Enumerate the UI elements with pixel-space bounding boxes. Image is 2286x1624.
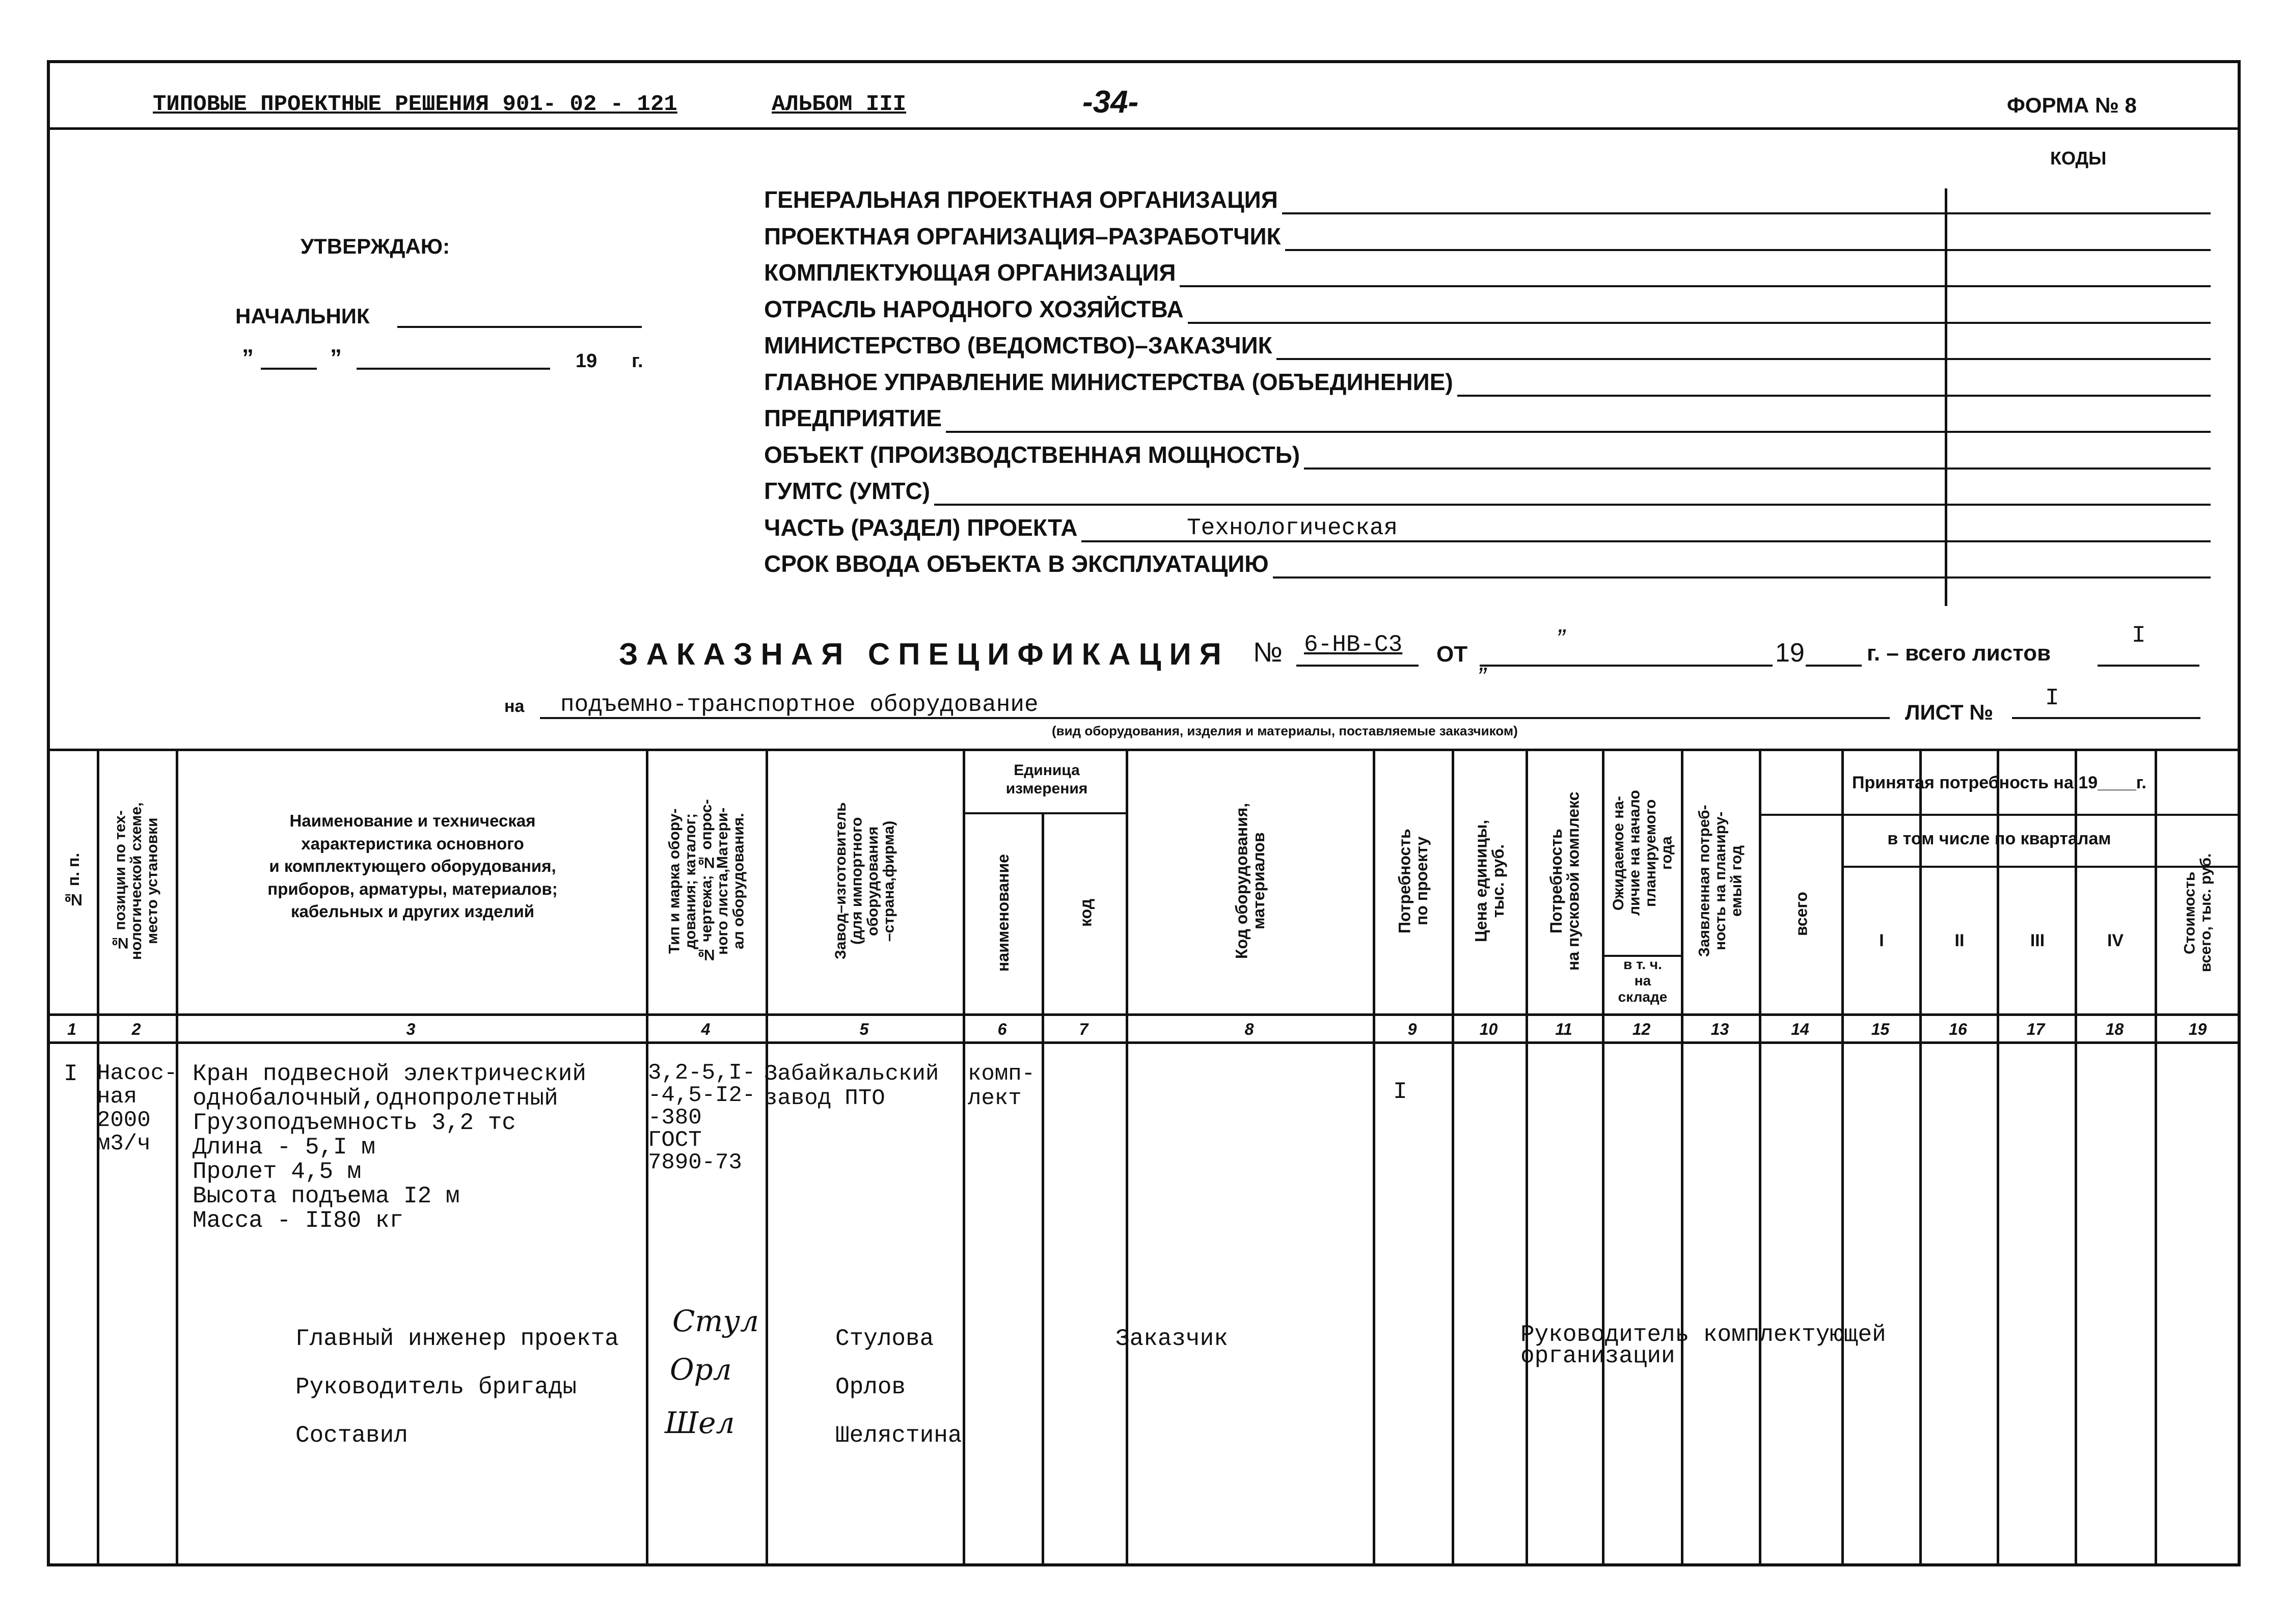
- quarters-header: в том числе по кварталам: [1887, 829, 2111, 848]
- column-divider: [2075, 749, 2077, 1566]
- col-16-header: II: [1954, 931, 1965, 950]
- field-line: [1285, 249, 2211, 251]
- field-line: [1304, 467, 2211, 470]
- row-position: Насос- ная 2000 м3/ч: [97, 1061, 178, 1157]
- spec-total-label: г. – всего листов: [1867, 641, 2051, 666]
- field-label: ГЛАВНОЕ УПРАВЛЕНИЕ МИНИСТЕРСТВА (ОБЪЕДИНЕНИЕ): [764, 368, 1453, 395]
- col-14-header: всего: [1792, 892, 1811, 937]
- column-number: 15: [1871, 1020, 1890, 1038]
- column-number: 18: [2105, 1020, 2124, 1038]
- spec-date-quote-1: ”: [1556, 624, 1565, 654]
- field-line: [1273, 576, 2211, 579]
- column-number: 9: [1407, 1020, 1417, 1038]
- row-need: I: [1393, 1079, 1407, 1105]
- col-12-subheader: в т. ч. на складе: [1618, 956, 1668, 1005]
- spec-number: 6-НВ-С3: [1304, 631, 1403, 658]
- field-label: МИНИСТЕРСТВО (ВЕДОМСТВО)–ЗАКАЗЧИК: [764, 332, 1272, 359]
- column-number: 16: [1949, 1020, 1967, 1038]
- column-number: 10: [1479, 1020, 1498, 1038]
- date-quote-open: ”: [242, 344, 254, 371]
- field-label: ГЕНЕРАЛЬНАЯ ПРОЕКТНАЯ ОРГАНИЗАЦИЯ: [764, 186, 1278, 213]
- spec-number-label: №: [1253, 637, 1283, 668]
- album-label: АЛЬБОМ III: [772, 92, 907, 117]
- sheet-number-line: [2012, 717, 2200, 719]
- brigade-signature: Орл: [670, 1352, 732, 1387]
- compiled-signature: Шел: [665, 1406, 735, 1440]
- row-number: I: [64, 1061, 78, 1087]
- supplier-label: Руководитель комплектующей организации: [1520, 1322, 1886, 1369]
- album-series-title: ТИПОВЫЕ ПРОЕКТНЫЕ РЕШЕНИЯ 901- 02 - 121: [153, 92, 677, 117]
- column-number: 17: [2026, 1020, 2045, 1038]
- field-label: КОМПЛЕКТУЮЩАЯ ОРГАНИЗАЦИЯ: [764, 259, 1176, 286]
- column-divider: [1919, 749, 1922, 1566]
- col-3-header: Наименование и техническая характеристика основного и комплектующего оборудования, приборов, арматуры, материалов; кабельных и других изделий: [267, 811, 558, 921]
- col-6-header: наименование: [994, 854, 1013, 972]
- row-name: Кран подвесной электрический однобалочный,однопролетный Грузоподъемность 3,2 тс Длина - 5,I м Пролет 4,5 м Высота подъема I2 м Масса - II80 кг: [193, 1061, 586, 1234]
- column-number: 8: [1244, 1020, 1254, 1038]
- spec-title: ЗАКАЗНАЯ СПЕЦИФИКАЦИЯ: [619, 637, 1230, 671]
- column-number: 19: [2188, 1020, 2207, 1038]
- column-divider: [1759, 749, 1761, 1566]
- spec-date-line: [1480, 665, 1773, 667]
- page-number: -34-: [1082, 85, 1139, 120]
- column-number: 4: [701, 1020, 711, 1038]
- col-15-header: I: [1879, 931, 1884, 950]
- equipment-type: подъемно-транспортное оборудование: [560, 692, 1039, 718]
- column-divider: [1841, 749, 1844, 1566]
- unit-header: Единица измерения: [1005, 762, 1088, 797]
- approve-year-suffix: г.: [632, 350, 643, 372]
- field-line: [1457, 395, 2211, 397]
- spec-number-line: [1296, 665, 1419, 667]
- column-number: 13: [1710, 1020, 1729, 1038]
- column-number: 14: [1791, 1020, 1809, 1038]
- chief-engineer-name: Стулова: [835, 1326, 934, 1352]
- date-quote-close: ”: [330, 344, 342, 371]
- column-number: 11: [1555, 1020, 1572, 1038]
- field-line: [1180, 285, 2211, 287]
- row-maker: Забайкальский завод ПТО: [764, 1061, 939, 1111]
- field-label: ОТРАСЛЬ НАРОДНОГО ХОЗЯЙСТВА: [764, 295, 1184, 322]
- date-month-line: [357, 368, 550, 370]
- for-label: на: [504, 697, 525, 716]
- spec-total-sheets: I: [2132, 622, 2146, 649]
- spec-date-quote-2: ”: [1477, 663, 1486, 692]
- codes-label: КОДЫ: [2050, 148, 2107, 169]
- field-label: ОБЪЕКТ (ПРОИЗВОДСТВЕННАЯ МОЩНОСТЬ): [764, 441, 1300, 468]
- field-label: ПРЕДПРИЯТИЕ: [764, 405, 942, 431]
- col-2-header: № позиции по тех- нологической схеме, место установки: [112, 802, 161, 960]
- field-value: Технологическая: [1187, 514, 1398, 541]
- chief-engineer-role: Главный инженер проекта: [295, 1326, 619, 1352]
- column-number: 5: [859, 1020, 869, 1038]
- sheet-label: ЛИСТ №: [1905, 700, 1994, 724]
- brigade-role: Руководитель бригады: [295, 1374, 577, 1400]
- column-number: 7: [1079, 1020, 1088, 1038]
- field-line: [1282, 212, 2211, 214]
- col-11-header: Потребность на пусковой комплекс: [1546, 791, 1583, 971]
- spec-from-label: ОТ: [1436, 642, 1468, 667]
- approve-year: 19: [576, 350, 597, 372]
- compiled-name: Шелястина: [835, 1422, 962, 1449]
- field-line: [1188, 322, 2211, 324]
- chief-label: НАЧАЛЬНИК: [235, 304, 370, 328]
- chief-signature-line: [397, 326, 642, 328]
- col-18-header: IV: [2107, 931, 2124, 950]
- col-12-header: Ожидаемое на- личие на начало планируемого года: [1610, 790, 1675, 916]
- field-label: ЧАСТЬ (РАЗДЕЛ) ПРОЕКТА: [764, 514, 1078, 541]
- col-4-header: Тип и марка обору- дования; каталог; № чертежа; № опрос- ного листа,Матери- ал оборудования.: [666, 799, 747, 963]
- column-number: 6: [997, 1020, 1007, 1038]
- accepted-header: Принятая потребность на 19____г.: [1852, 773, 2146, 792]
- field-line: [1276, 358, 2211, 360]
- field-label: ГУМТС (УМТС): [764, 478, 930, 504]
- column-number: 1: [67, 1020, 76, 1038]
- column-divider: [1997, 749, 1999, 1566]
- spec-total-line: [2098, 665, 2199, 667]
- field-line: [934, 504, 2211, 506]
- row-unit: комп- лект: [968, 1061, 1036, 1111]
- approve-label: УТВЕРЖДАЮ:: [301, 234, 450, 258]
- equipment-type-line: [540, 717, 1890, 719]
- col-17-header: III: [2030, 931, 2045, 950]
- column-divider: [47, 749, 49, 1566]
- equipment-note: (вид оборудования, изделия и материалы, поставляемые заказчиком): [1052, 723, 1518, 738]
- col-5-header: Завод–изготовитель (для импортного оборудования –страна,фирма): [832, 802, 897, 960]
- col-8-header: Код оборудования, материалов: [1232, 803, 1268, 959]
- header-divider: [47, 127, 2241, 130]
- col-9-header: Потребность по проекту: [1395, 829, 1431, 933]
- col-7-header: код: [1076, 898, 1095, 927]
- spec-year: 19: [1775, 638, 1805, 668]
- col-13-header: Заявленная потреб- ность на планиру- емый год: [1696, 805, 1745, 957]
- table-header-bottom: [47, 1013, 2241, 1016]
- sheet-number: I: [2045, 685, 2059, 711]
- customer-label: Заказчик: [1115, 1326, 1228, 1352]
- unit-header-divider: [965, 812, 1128, 814]
- compiled-role: Составил: [295, 1422, 408, 1449]
- brigade-name: Орлов: [835, 1374, 906, 1400]
- column-number: 2: [131, 1020, 141, 1038]
- field-label: СРОК ВВОДА ОБЪЕКТА В ЭКСПЛУАТАЦИЮ: [764, 550, 1269, 577]
- codes-divider: [1945, 188, 1947, 606]
- col-19-header: Стоимость всего, тыс. руб.: [2181, 853, 2214, 973]
- column-number-row-bottom: [47, 1041, 2241, 1044]
- form-number: ФОРМА № 8: [2007, 93, 2137, 117]
- chief-engineer-signature: Стул: [672, 1304, 759, 1338]
- field-line: [946, 431, 2211, 433]
- column-number: 3: [406, 1020, 416, 1038]
- spec-year-line: [1806, 665, 1862, 667]
- col-1-header: № п. п.: [64, 852, 83, 910]
- field-label: ПРОЕКТНАЯ ОРГАНИЗАЦИЯ–РАЗРАБОТЧИК: [764, 223, 1281, 250]
- col-10-header: Цена единицы, тыс. руб.: [1472, 819, 1507, 943]
- date-day-line: [261, 368, 317, 370]
- row-type: 3,2-5,I- -4,5-I2- -380 ГОСТ 7890-73: [648, 1060, 756, 1175]
- column-number: 12: [1632, 1020, 1651, 1038]
